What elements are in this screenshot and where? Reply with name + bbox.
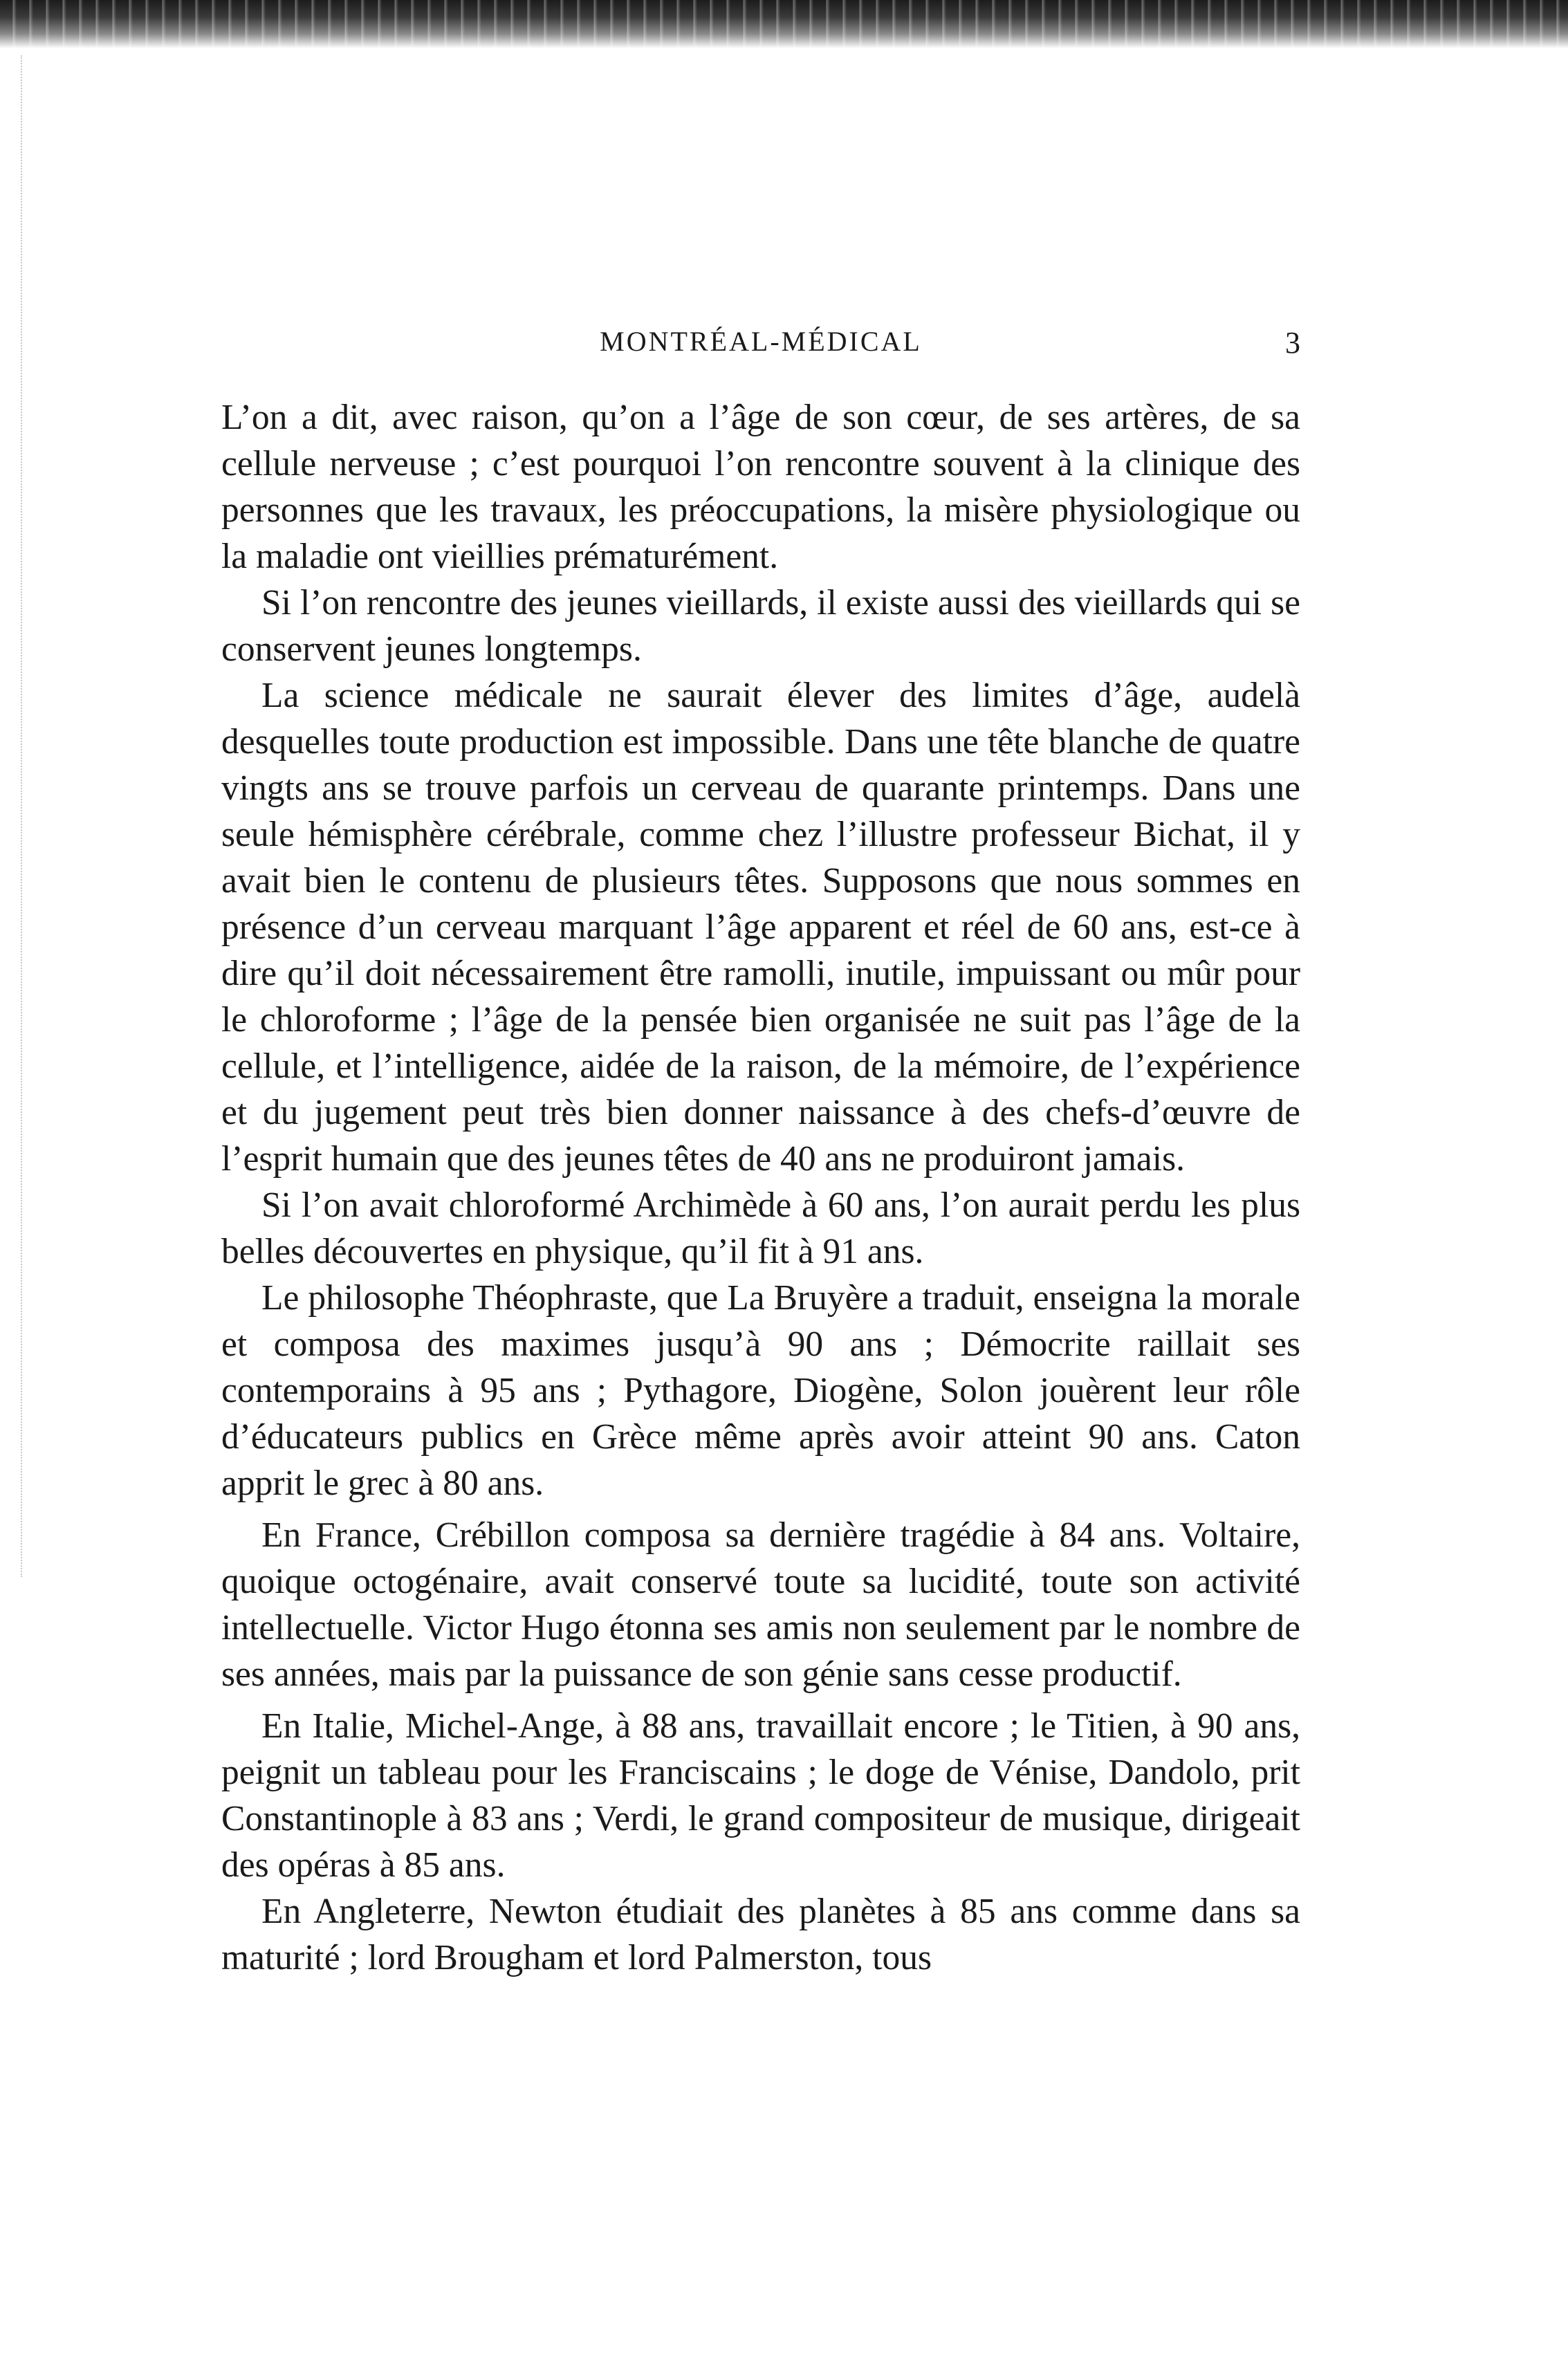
paragraph: Si l’on avait chloroformé Archimède à 60 ans, l’on aurait perdu les plus belles découvertes en physique, qu’il fit à 91 ans. [221, 1186, 1300, 1271]
paragraph: Le philosophe Théophraste, que La Bruyère a traduit, enseigna la morale et composa des maximes jusqu’à 90 ans ; Démocrite raillait ses contemporains à 95 ans ; Pythagore, Diogène, Solon jouèrent leur rôle d’éducateurs publics en Grèce même après avoir atteint 90 ans. Caton apprit le grec à 80 ans. [221, 1278, 1300, 1503]
document-page [221, 325, 1300, 1981]
running-head: MONTRÉAL-MÉDICAL [600, 326, 922, 357]
paragraph: En France, Crébillon composa sa dernière tragédie à 84 ans. Voltaire, quoique octogénaire, avait conservé toute sa lucidité, toute son activité intellectuelle. Victor Hugo étonna ses amis non seulement par le nombre de ses années, mais par la puissance de son génie sans cesse productif. [221, 1515, 1300, 1694]
scan-top-edge [0, 0, 1568, 48]
page-header [221, 325, 1300, 367]
body-text [221, 394, 1300, 1981]
paragraph: La science médicale ne saurait élever des limites d’âge, audelà desquelles toute production est impossible. Dans une tête blanche de quatre vingts ans se trouve parfois un cerveau de quarante printemps. Dans une seule hémisphère cérébrale, comme chez l’illustre professeur Bichat, il y avait bien le contenu de plusieurs têtes. Supposons que nous sommes en présence d’un cerveau marquant l’âge apparent et réel de 60 ans, est-ce à dire qu’il doit nécessairement être ramolli, inutile, impuissant ou mûr pour le chloroforme ; l’âge de la pensée bien organisée ne suit pas l’âge de la cellule, et l’intelligence, aidée de la raison, de la mémoire, de l’expérience et du jugement peut très bien donner naissance à des chefs-d’œuvre de l’esprit humain que des jeunes têtes de 40 ans ne produiront jamais. [221, 676, 1300, 1179]
scan-gutter-marks [21, 55, 64, 1577]
paragraph: L’on a dit, avec raison, qu’on a l’âge de son cœur, de ses artères, de sa cellule nerveuse ; c’est pourquoi l’on rencontre souvent à la clinique des personnes que les travaux, les préoccupations, la misère physiologique ou la maladie ont vieillies prématurément. [221, 398, 1300, 576]
page-number: 3 [1285, 326, 1300, 360]
paragraph: En Angleterre, Newton étudiait des planètes à 85 ans comme dans sa maturité ; lord Brougham et lord Palmerston, tous [221, 1892, 1300, 1977]
paragraph: En Italie, Michel-Ange, à 88 ans, travaillait encore ; le Titien, à 90 ans, peignit un tableau pour les Franciscains ; le doge de Vénise, Dandolo, prit Constantinople à 83 ans ; Verdi, le grand compositeur de musique, dirigeait des opéras à 85 ans. [221, 1706, 1300, 1885]
paragraph: Si l’on rencontre des jeunes vieillards, il existe aussi des vieillards qui se conservent jeunes longtemps. [221, 583, 1300, 669]
